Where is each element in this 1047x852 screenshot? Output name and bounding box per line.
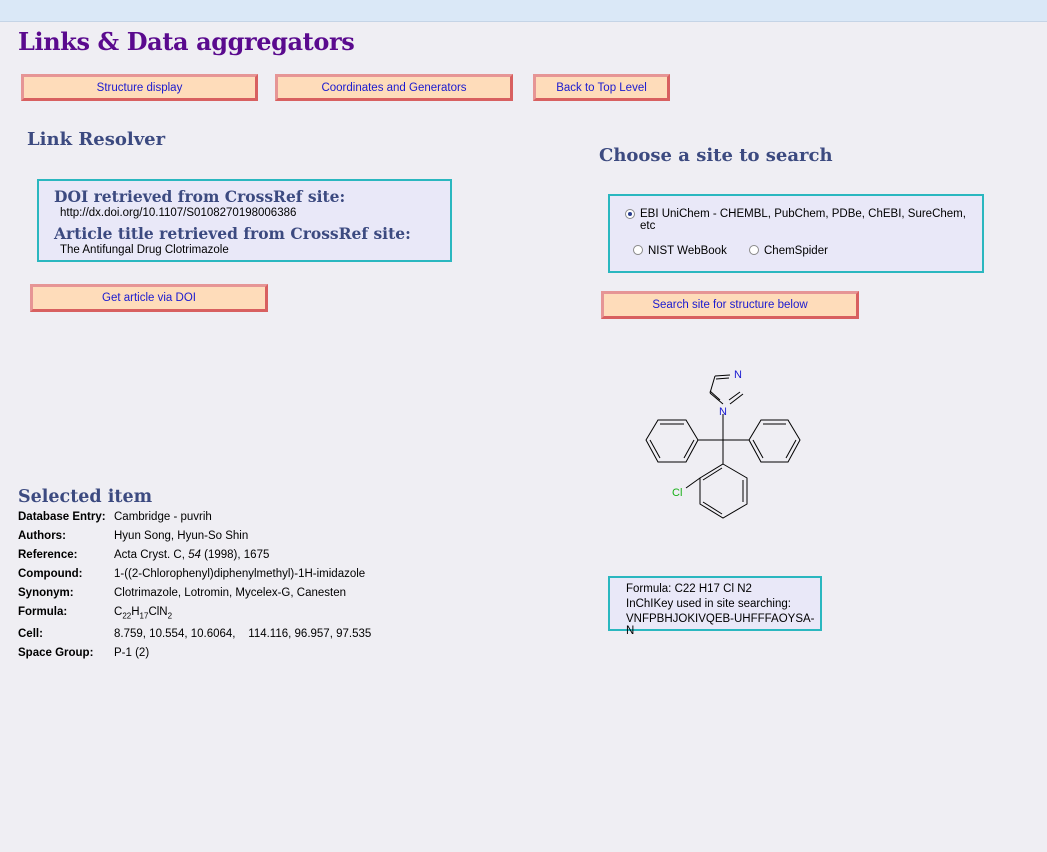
atom-label-n-bottom: N — [719, 406, 727, 418]
selected-item-heading: Selected item — [18, 487, 153, 507]
formula-h-count: 17 — [139, 611, 149, 621]
cell-key: Cell: — [18, 628, 43, 640]
doi-box — [37, 179, 452, 262]
formula-value — [114, 606, 172, 620]
article-title-value: The Antifungal Drug Clotrimazole — [60, 244, 229, 256]
reference-volume: 54 — [188, 549, 201, 561]
synonym-key: Synonym: — [18, 587, 74, 599]
search-site-button[interactable]: Search site for structure below — [601, 291, 859, 319]
ebi-unichem-label[interactable]: EBI UniChem - CHEMBL, PubChem, PDBe, ChEBI, SureChem, etc — [640, 208, 966, 232]
compound-value: 1-((2-Chlorophenyl)diphenylmethyl)-1H-imidazole — [114, 568, 366, 580]
site-options-box — [608, 194, 984, 273]
formula-inchikey-box — [608, 576, 822, 637]
radio-ebi-unichem[interactable] — [625, 209, 635, 219]
authors-value: Hyun Song, Hyun-So Shin — [114, 530, 249, 542]
reference-value — [114, 549, 269, 561]
structure-display-button[interactable]: Structure display — [21, 74, 258, 101]
page-title: Links & Data aggregators — [18, 27, 355, 56]
space-group-value: P-1 (2) — [114, 647, 150, 659]
database-entry-key: Database Entry: — [18, 511, 106, 523]
synonym-value: Clotrimazole, Lotromin, Mycelex-G, Canesten — [114, 587, 346, 599]
inchikey-value: VNFPBHJOKIVQEB-UHFFFAOYSA-N — [626, 613, 815, 637]
space-group-key: Space Group: — [18, 647, 94, 659]
site-search-heading: Choose a site to search — [599, 145, 833, 166]
doi-label: DOI retrieved from CrossRef site: — [54, 187, 346, 206]
formula-h: H — [131, 606, 140, 618]
radio-nist-webbook[interactable] — [633, 245, 643, 255]
get-article-button[interactable]: Get article via DOI — [30, 284, 268, 312]
nist-webbook-label[interactable]: NIST WebBook — [648, 245, 727, 257]
atom-label-cl: Cl — [672, 487, 683, 499]
formula-n-count: 2 — [167, 611, 173, 621]
reference-key: Reference: — [18, 549, 78, 561]
formula-c: C — [114, 606, 123, 618]
formula-key: Formula: — [18, 606, 68, 618]
compound-key: Compound: — [18, 568, 83, 580]
link-resolver-heading: Link Resolver — [27, 129, 166, 150]
inchikey-label: InChIKey used in site searching: — [626, 598, 791, 610]
coordinates-generators-button[interactable]: Coordinates and Generators — [275, 74, 513, 101]
formula-line: Formula: C22 H17 Cl N2 — [626, 583, 752, 595]
cell-value: 8.759, 10.554, 10.6064, 114.116, 96.957, 97.535 — [114, 628, 372, 640]
reference-rest: (1998), 1675 — [204, 549, 270, 561]
reference-journal: Acta Cryst. C, — [114, 549, 185, 561]
chemspider-label[interactable]: ChemSpider — [764, 245, 828, 257]
doi-value: http://dx.doi.org/10.1107/S0108270198006386 — [60, 207, 297, 219]
formula-c-count: 22 — [122, 611, 132, 621]
browser-top-bar — [0, 0, 1047, 22]
back-to-top-button[interactable]: Back to Top Level — [533, 74, 670, 101]
formula-cln: ClN — [148, 606, 168, 618]
article-title-label: Article title retrieved from CrossRef site: — [54, 224, 411, 243]
radio-chemspider[interactable] — [749, 245, 759, 255]
authors-key: Authors: — [18, 530, 66, 542]
atom-label-n-top: N — [734, 369, 742, 381]
molecule-structure-diagram — [630, 358, 820, 528]
database-entry-value: Cambridge - puvrih — [114, 511, 212, 523]
